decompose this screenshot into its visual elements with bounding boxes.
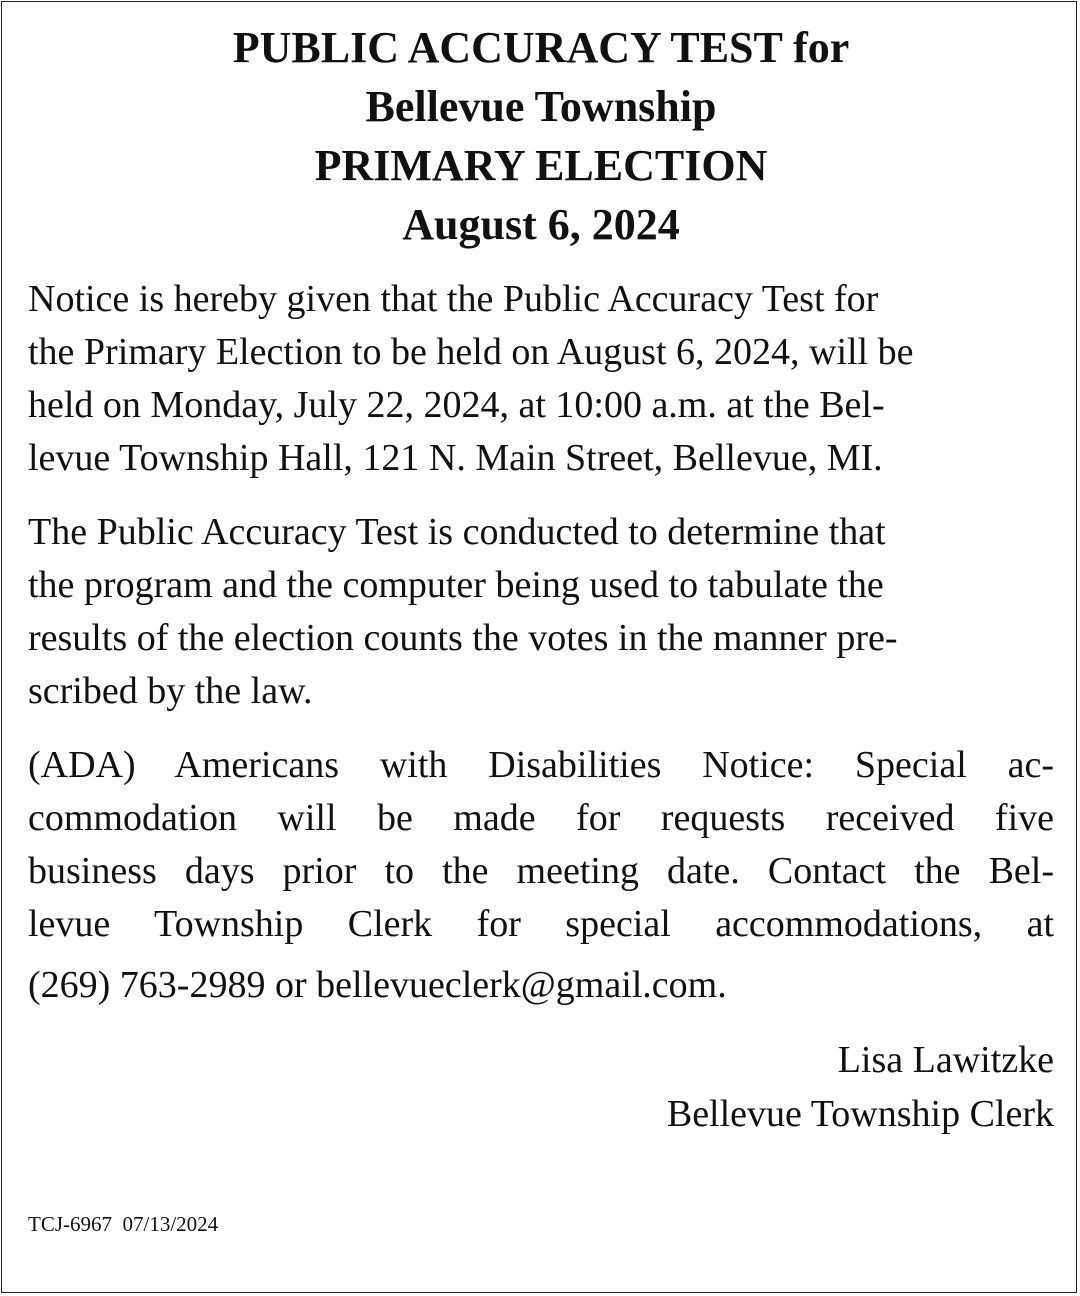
paragraph2-line-3: results of the election counts the votes in the manner pre-	[28, 617, 898, 659]
title-line-2: Bellevue Township	[365, 82, 717, 131]
title-line-4: August 6, 2024	[402, 200, 680, 249]
signature-title: Bellevue Township Clerk	[666, 1093, 1054, 1135]
paragraph1-line-2: the Primary Election to be held on August 6, 2024, will be	[28, 331, 914, 373]
title-line-3: PRIMARY ELECTION	[314, 141, 768, 190]
paragraph3-line-1: (ADA) Americans with Disabilities Notice: Special ac-	[28, 744, 1054, 786]
notice-paragraph-ada	[28, 739, 1054, 1012]
signature-block	[28, 1033, 1054, 1141]
paragraph1-line-3: held on Monday, July 22, 2024, at 10:00 a.m. at the Bel-	[28, 384, 885, 426]
title-line-1: PUBLIC ACCURACY TEST for	[232, 23, 850, 72]
notice-paragraph-meeting	[28, 273, 1054, 485]
paragraph3-line-3: business days prior to the meeting date. Contact the Bel-	[28, 850, 1054, 892]
signature-name: Lisa Lawitzke	[837, 1039, 1054, 1081]
paragraph1-line-1: Notice is hereby given that the Public Accuracy Test for	[28, 278, 879, 320]
paragraph3-contact-line: (269) 763-2989 or bellevueclerk@gmail.com.	[28, 964, 727, 1006]
publication-reference: TCJ-6967 07/13/2024	[28, 1212, 219, 1236]
notice-title	[28, 18, 1054, 254]
paragraph2-line-2: the program and the computer being used to tabulate the	[28, 564, 884, 606]
paragraph2-line-1: The Public Accuracy Test is conducted to determine that	[28, 511, 886, 553]
notice-content	[28, 18, 1054, 1141]
paragraph1-line-4: levue Township Hall, 121 N. Main Street, Bellevue, MI.	[28, 437, 883, 479]
paragraph3-line-4: levue Township Clerk for special accommodations, at	[28, 903, 1054, 945]
notice-paragraph-purpose	[28, 506, 1054, 718]
paragraph3-line-2: commodation will be made for requests received five	[28, 797, 1054, 839]
paragraph2-line-4: scribed by the law.	[28, 670, 313, 712]
